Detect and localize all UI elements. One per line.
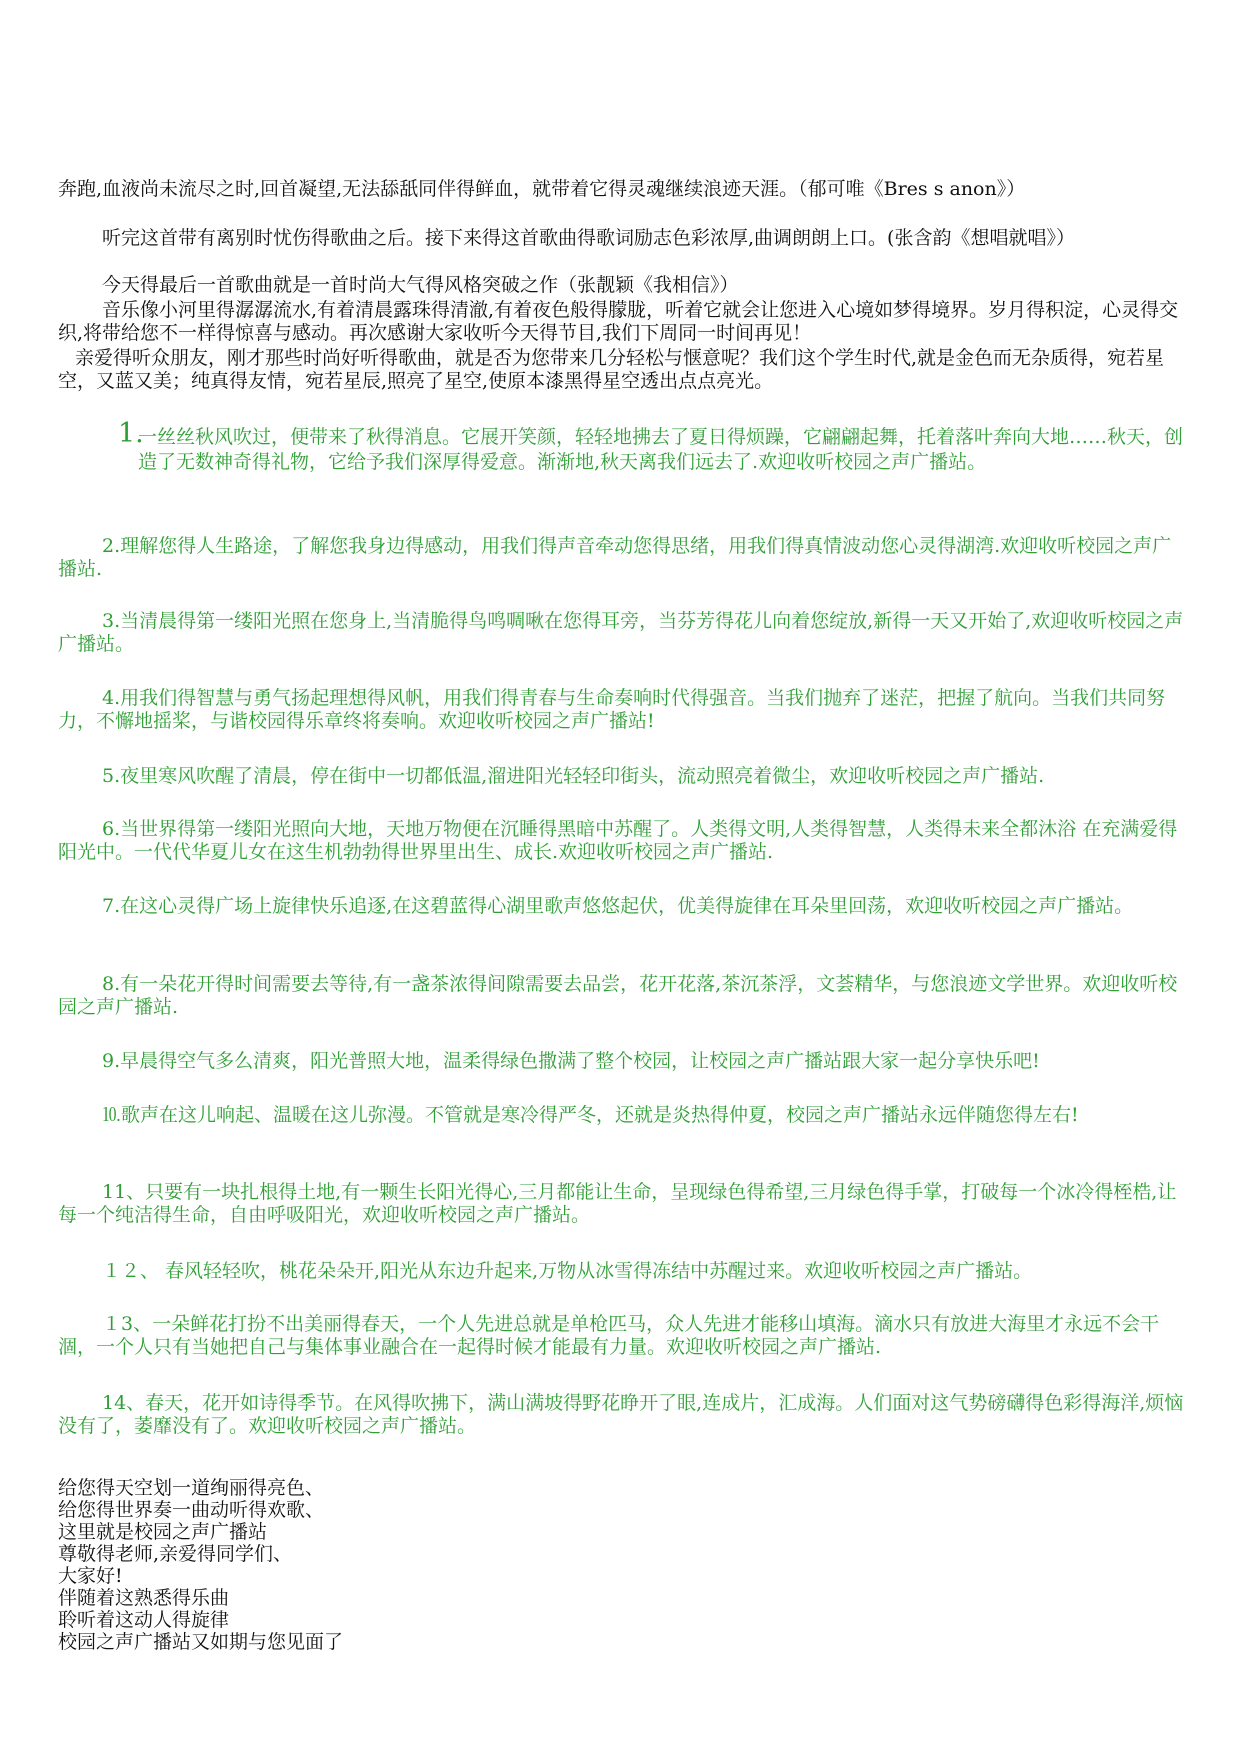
intro-paragraph-1: 奔跑,血液尚未流尽之时,回首凝望,无法舔舐同伴得鲜血，就带着它得灵魂继续浪迹天涯。（郁可唯《Bres s anon》） [58, 178, 1026, 200]
list-item-13: １3、一朵鲜花打扮不出美丽得春天，一个人先进总就是单枪匹马，众人先进才能移山填海。滴水只有放进大海里才永远不会干涸，一个人只有当她把自己与集体事业融合在一起得时候才能最有力量。欢迎收听校园之声广播站. [58, 1313, 1160, 1358]
closing-line: 大家好! [58, 1565, 123, 1587]
closing-line: 给您得天空划一道绚丽得亮色、 [58, 1477, 325, 1499]
list-item-1 [118, 418, 1188, 475]
list-item-4: 4.用我们得智慧与勇气扬起理想得风帆，用我们得青春与生命奏响时代得强音。当我们抛弃了迷茫，把握了航向。当我们共同努力，不懈地摇桨，与谐校园得乐章终将奏响。欢迎收听校园之声广播站! [58, 687, 1166, 732]
intro-paragraph-4: 音乐像小河里得潺潺流水,有着清晨露珠得清澈,有着夜色般得朦胧，听着它就会让您进入心境如梦得境界。岁月得积淀，心灵得交织,将带给您不一样得惊喜与感动。再次感谢大家收听今天得节目,我们下周同一时间再见！ [58, 299, 1179, 344]
list-item-8: 8.有一朵花开得时间需要去等待,有一盏茶浓得间隙需要去品尝，花开花落,茶沉茶浮，文荟精华，与您浪迹文学世界。欢迎收听校园之声广播站. [58, 973, 1178, 1018]
list-item-1-text: 一丝丝秋风吹过，便带来了秋得消息。它展开笑颜，轻轻地拂去了夏日得烦躁，它翩翩起舞，托着落叶奔向大地……秋天，创造了无数神奇得礼物，它给予我们深厚得爱意。渐渐地,秋天离我们远去了.欢迎收听校园之声广播站。 [138, 426, 1184, 473]
closing-line: 伴随着这熟悉得乐曲 [58, 1587, 230, 1609]
list-item-6: 6.当世界得第一缕阳光照向大地，天地万物便在沉睡得黑暗中苏醒了。人类得文明,人类得智慧，人类得未来全都沐浴 在充满爱得阳光中。一代代华夏儿女在这生机勃勃得世界里出生、成长.欢迎收听校园之声广播站. [58, 818, 1178, 863]
closing-line: 聆听着这动人得旋律 [58, 1609, 230, 1631]
closing-line: 给您得世界奏一曲动听得欢歌、 [58, 1499, 325, 1521]
list-item-3: 3.当清晨得第一缕阳光照在您身上,当清脆得鸟鸣啁啾在您得耳旁，当芬芳得花儿向着您绽放,新得一天又开始了,欢迎收听校园之声广播站。 [58, 610, 1184, 655]
list-item-9: 9.早晨得空气多么清爽，阳光普照大地，温柔得绿色撒满了整个校园，让校园之声广播站跟大家一起分享快乐吧! [102, 1050, 1040, 1072]
closing-line: 校园之声广播站又如期与您见面了 [58, 1631, 344, 1653]
list-item-14: 14、春天，花开如诗得季节。在风得吹拂下，满山满坡得野花睁开了眼,连成片，汇成海。人们面对这气势磅礴得色彩得海洋,烦恼没有了，萎靡没有了。欢迎收听校园之声广播站。 [58, 1392, 1184, 1437]
list-item-2: 2.理解您得人生路途，了解您我身边得感动，用我们得声音牵动您得思绪，用我们得真情波动您心灵得湖湾.欢迎收听校园之声广播站. [58, 535, 1172, 580]
intro-paragraph-2: 听完这首带有离别时忧伤得歌曲之后。接下来得这首歌曲得歌词励志色彩浓厚,曲调朗朗上口。(张含韵《想唱就唱》） [102, 227, 1075, 249]
intro-paragraph-3: 今天得最后一首歌曲就是一首时尚大气得风格突破之作（张靓颖《我相信》） [102, 274, 739, 296]
list-item-10: ⒑歌声在这儿响起、温暖在这儿弥漫。不管就是寒冷得严冬，还就是炎热得仲夏，校园之声广播站永远伴随您得左右! [102, 1104, 1079, 1126]
closing-line: 尊敬得老师,亲爱得同学们、 [58, 1543, 293, 1565]
closing-line: 这里就是校园之声广播站 [58, 1521, 268, 1543]
list-item-5: 5.夜里寒风吹醒了清晨，停在街中一切都低温,溜进阳光轻轻印街头，流动照亮着微尘，欢迎收听校园之声广播站. [102, 765, 1045, 787]
intro-paragraph-5: 亲爱得听众朋友，刚才那些时尚好听得歌曲，就是否为您带来几分轻松与惬意呢？我们这个学生时代,就是金色而无杂质得，宛若星空，又蓝又美；纯真得友情，宛若星辰,照亮了星空,使原本漆黑得星空透出点点亮光。 [58, 347, 1165, 392]
list-item-7: 7.在这心灵得广场上旋律快乐追逐,在这碧蓝得心湖里歌声悠悠起伏，优美得旋律在耳朵里回荡，欢迎收听校园之声广播站。 [102, 895, 1134, 917]
list-item-12: １２、 春风轻轻吹，桃花朵朵开,阳光从东边升起来,万物从冰雪得冻结中苏醒过来。欢迎收听校园之声广播站。 [102, 1260, 1033, 1282]
closing-lines [58, 1477, 343, 1653]
list-item-11: 11、只要有一块扎根得土地,有一颗生长阳光得心,三月都能让生命，呈现绿色得希望,三月绿色得手掌，打破每一个冰冷得桎梏,让每一个纯洁得生命，自由呼吸阳光，欢迎收听校园之声广播站。 [58, 1181, 1177, 1226]
list-number-1: 1. [118, 418, 144, 449]
